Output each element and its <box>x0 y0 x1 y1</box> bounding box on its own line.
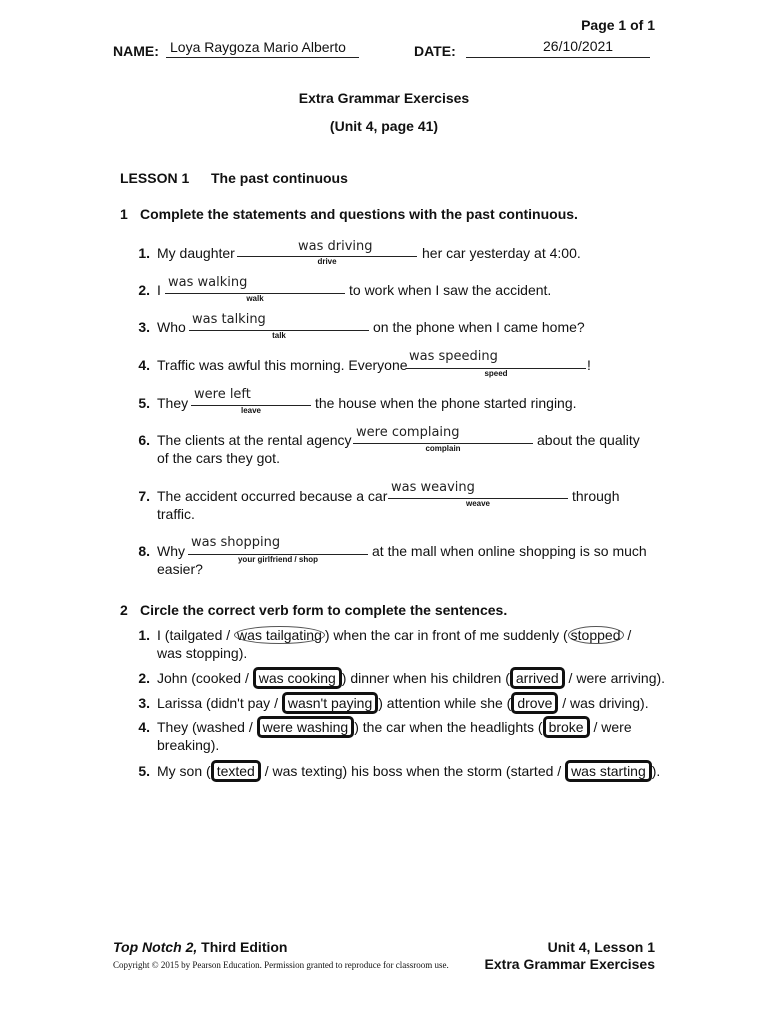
chosen-option: drove <box>511 692 558 714</box>
ex1-hint: your girlfriend / shop <box>237 555 318 564</box>
date-value: 26/10/2021 <box>543 38 614 54</box>
name-underline <box>166 57 359 58</box>
ex2-sentence-continuation: was stopping). <box>157 645 248 661</box>
footer-book: Top Notch 2, Third Edition <box>113 939 288 955</box>
ex1-item-number: 8. <box>138 543 150 559</box>
ex1-item-after: on the phone when I came home? <box>373 319 585 335</box>
ex1-item-before: The clients at the rental agency <box>157 432 352 448</box>
chosen-option: stopped <box>568 626 624 644</box>
ex1-item-after: through <box>572 488 620 504</box>
ex2-item-number: 1. <box>138 627 150 643</box>
ex1-item-before: My daughter <box>157 245 235 261</box>
ex1-item-after: about the quality <box>537 432 640 448</box>
chosen-option: arrived <box>510 667 565 689</box>
footer-copyright: Copyright © 2015 by Pearson Education. Permission granted to reproduce for classroom use. <box>113 960 449 970</box>
lesson-topic: The past continuous <box>211 170 348 186</box>
ex1-item-after: the house when the phone started ringing. <box>315 395 577 411</box>
ex2-sentence: They (washed / were washing ) the car when the headlights ( broke / were <box>157 719 632 735</box>
ex1-item-before: They <box>157 395 189 411</box>
chosen-option: was tailgating <box>234 626 325 644</box>
exercise1-instruction: Complete the statements and questions with the past continuous. <box>140 206 578 222</box>
ex1-answer: was talking <box>192 312 266 327</box>
ex1-answer: were complaing <box>356 425 460 440</box>
ex1-item-number: 7. <box>138 488 150 504</box>
name-value: Loya Raygoza Mario Alberto <box>170 39 346 55</box>
ex1-item-before: I <box>157 282 161 298</box>
name-label: NAME: <box>113 43 159 59</box>
lesson-label: LESSON 1 <box>120 170 190 186</box>
ex2-item-number: 5. <box>138 763 150 779</box>
date-label: DATE: <box>414 43 456 59</box>
ex2-item-number: 4. <box>138 719 150 735</box>
ex1-hint: speed <box>484 369 508 378</box>
ex2-sentence-continuation: breaking). <box>157 737 220 753</box>
chosen-option: was starting <box>565 760 652 782</box>
exercise1-number: 1 <box>120 206 128 222</box>
page-subtitle: (Unit 4, page 41) <box>329 118 439 134</box>
ex1-hint: walk <box>246 294 264 303</box>
date-underline <box>466 57 650 58</box>
page-label: Page 1 of 1 <box>581 17 655 33</box>
ex2-sentence: Larissa (didn't pay / wasn't paying ) attention while she ( drove / was driving). <box>157 695 649 711</box>
ex1-item-number: 3. <box>138 319 150 335</box>
footer-unit: Unit 4, Lesson 1 <box>547 939 655 955</box>
page-title: Extra Grammar Exercises <box>298 90 470 106</box>
ex1-hint: drive <box>317 257 337 266</box>
exercise2-instruction: Circle the correct verb form to complete the sentences. <box>140 602 508 618</box>
ex2-sentence: I (tailgated / was tailgating ) when the car in front of me suddenly ( stopped / <box>157 627 632 643</box>
ex1-item-after: to work when I saw the accident. <box>349 282 552 298</box>
ex1-answer: was walking <box>168 275 248 290</box>
ex1-item-continuation: easier? <box>157 561 203 577</box>
ex2-sentence: John (cooked / was cooking ) dinner when his children ( arrived / were arriving). <box>157 670 665 686</box>
chosen-option: texted <box>211 760 261 782</box>
ex1-answer: was weaving <box>391 480 475 495</box>
ex1-item-continuation: of the cars they got. <box>157 450 280 466</box>
ex1-item-number: 5. <box>138 395 150 411</box>
ex1-hint: weave <box>465 499 491 508</box>
ex1-item-before: Why <box>157 543 185 559</box>
ex1-item-after: ! <box>587 357 591 373</box>
ex1-item-after: at the mall when online shopping is so much <box>372 543 647 559</box>
ex1-item-before: The accident occurred because a car <box>157 488 388 504</box>
ex1-answer: was shopping <box>191 535 281 550</box>
ex1-item-continuation: traffic. <box>157 506 195 522</box>
footer-extra: Extra Grammar Exercises <box>484 956 655 972</box>
ex1-item-number: 2. <box>138 282 150 298</box>
ex1-hint: complain <box>425 444 461 453</box>
ex1-hint: talk <box>272 331 286 340</box>
ex1-item-before: Traffic was awful this morning. Everyone <box>157 357 408 373</box>
ex1-hint: leave <box>240 406 262 415</box>
ex2-item-number: 2. <box>138 670 150 686</box>
ex1-answer: were left <box>194 387 251 402</box>
chosen-option: were washing <box>257 716 355 738</box>
ex1-answer: was driving <box>298 239 373 254</box>
ex1-item-number: 1. <box>138 245 150 261</box>
ex2-sentence: My son ( texted / was texting) his boss when the storm (started / was starting ). <box>157 763 660 779</box>
ex1-item-number: 4. <box>138 357 150 373</box>
chosen-option: broke <box>543 716 590 738</box>
ex1-item-after: her car yesterday at 4:00. <box>422 245 581 261</box>
exercise2-number: 2 <box>120 602 128 618</box>
ex1-item-before: Who <box>157 319 186 335</box>
ex1-answer: was speeding <box>409 349 498 364</box>
chosen-option: wasn't paying <box>282 692 378 714</box>
chosen-option: was cooking <box>253 667 342 689</box>
ex1-item-number: 6. <box>138 432 150 448</box>
ex2-item-number: 3. <box>138 695 150 711</box>
